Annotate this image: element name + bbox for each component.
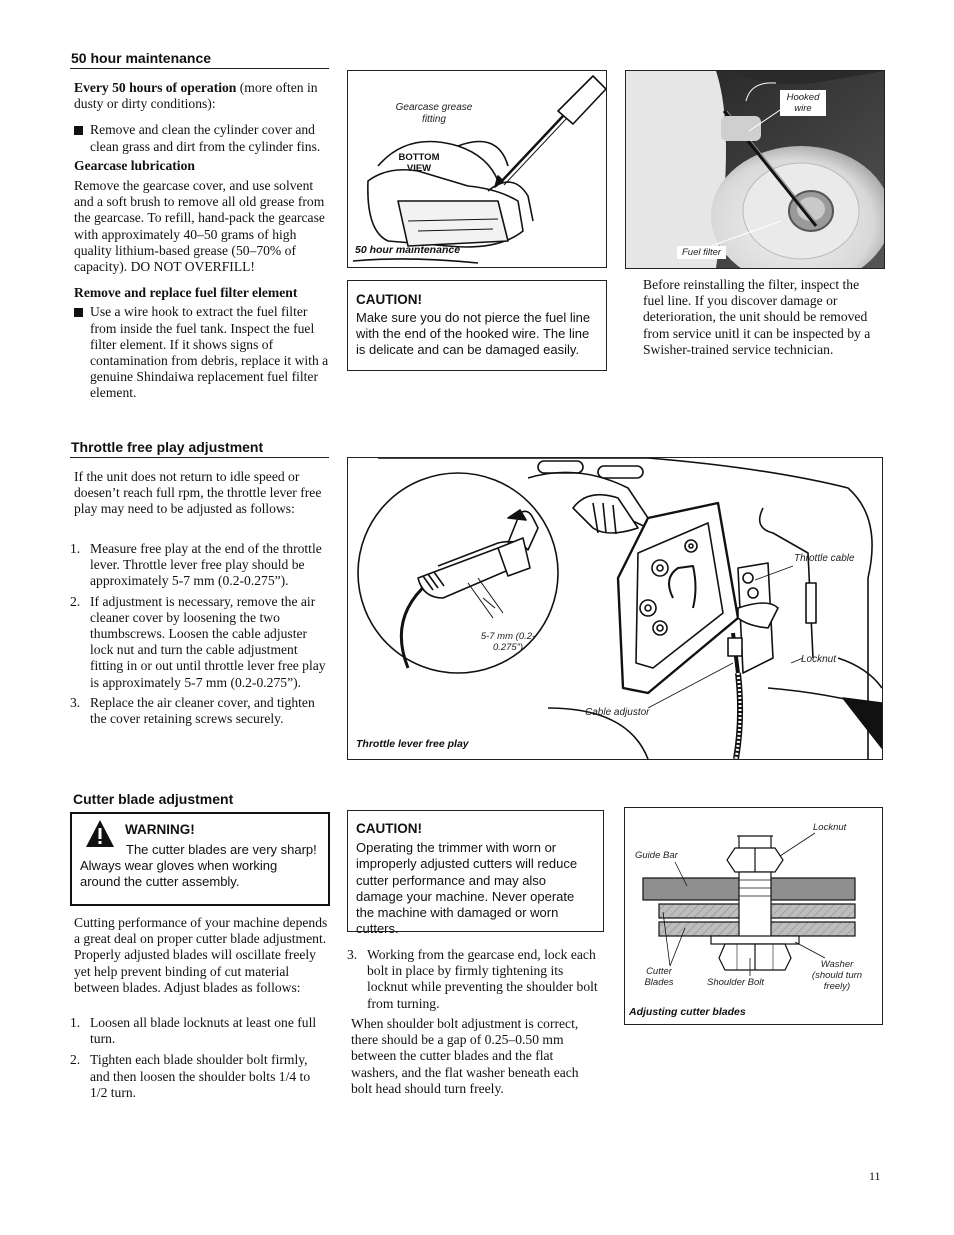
- label-guide-bar: Guide Bar: [635, 850, 678, 861]
- cutter-intro: Cutting performance of your machine depends a great deal on proper cutter blade adjustment. Properly adjusted blades will oscillate freely yet help prevent binding of cut material between blades. Adjust blades as follows:: [74, 915, 328, 995]
- warning-title: WARNING!: [125, 822, 195, 837]
- label-throttle-cable: Throttle cable: [794, 553, 855, 564]
- gearcase-illustration: [348, 71, 606, 267]
- label-bottom-view: BOTTOM VIEW: [398, 152, 440, 174]
- paragraph-bolt-result: When shoulder bolt adjustment is correct, there should be a gap of 0.25–0.50 mm between the cutter blades and the flat washers, and the flat washer beneath each bolt head should turn freely.: [351, 1016, 579, 1096]
- cutter-step-1: 1. Loosen all blade locknuts at least one full turn.: [70, 1015, 317, 1047]
- section-heading-50-hour: 50 hour maintenance: [71, 50, 212, 66]
- throttle-intro: If the unit does not return to idle speed or doesen’t reach full rpm, the throttle lever free play may need to be adjusted as follows:: [74, 469, 322, 517]
- caption-cutter-blades: Adjusting cutter blades: [629, 1006, 746, 1018]
- label-hooked-wire: Hooked wire: [780, 90, 826, 116]
- caption-50-hour: 50 hour maintenance: [355, 244, 461, 256]
- caution-box-cutters: [347, 810, 604, 937]
- caution-title: CAUTION!: [356, 821, 422, 836]
- bullet-fuel-filter: Use a wire hook to extract the fuel filter from inside the fuel tank. Inspect the fuel filter element. If it shows signs of contamination from debris, replace it with a genuine Shindaiwa replacement fuel filter element.: [74, 304, 330, 401]
- label-locknut: Locknut: [801, 654, 837, 665]
- text-column-throttle: [74, 469, 330, 518]
- cutter-step-3: 3. Working from the gearcase end, lock each bolt in place by firmly tightening its locknut while preventing the shoulder bolt from turning.: [347, 947, 598, 1011]
- text-column-50-hour: [74, 80, 330, 402]
- warning-text: The cutter blades are very sharp! Always wear gloves when working around the cutter assembly.: [80, 842, 317, 889]
- figure-cutter-blades: [624, 807, 883, 1025]
- subheading-gearcase: Gearcase lubrication: [74, 157, 195, 173]
- label-fuel-filter: Fuel filter: [677, 246, 726, 259]
- label-locknut: Locknut: [813, 822, 847, 833]
- section-heading-throttle: Throttle free play adjustment: [71, 439, 264, 455]
- label-cable-adjustor: Cable adjustor: [585, 707, 650, 718]
- section-heading-cutter: Cutter blade adjustment: [73, 791, 234, 807]
- cutter-steps-list: [70, 1015, 330, 1101]
- throttle-step-2: 2. If adjustment is necessary, remove the air cleaner cover by loosening the two thumbscrews. Loosen the cable adjuster lock nut and turn the cable adjustment fitting in or out until throttle lever free play is approximately 5-7 mm (0.2-0.275”).: [70, 593, 326, 690]
- intro-paragraph: Every 50 hours of operation (more often in dusty or dirty conditions):: [74, 80, 318, 112]
- heading-rule: [70, 457, 329, 458]
- throttle-steps-list: [70, 541, 330, 727]
- caution-box-fuel-line: [347, 280, 607, 371]
- label-gearcase-grease-fitting: Gearcase grease fitting: [395, 102, 473, 125]
- heading-rule: [70, 68, 329, 69]
- throttle-step-3: 3. Replace the air cleaner cover, and tighten the cover retaining screws securely.: [70, 694, 315, 727]
- paragraph-gearcase: Remove the gearcase cover, and use solvent and a soft brush to remove all old grease from the gearcase. To refill, hand-pack the gearcase with approximately 40–50 grams of high quality lithium-based grease (50–70% of capacity). DO NOT OVERFILL!: [74, 178, 325, 275]
- warning-box-cutter: [70, 812, 330, 906]
- label-shoulder-bolt: Shoulder Bolt: [707, 977, 765, 988]
- label-cutter-blades: Cutter Blades: [644, 966, 674, 988]
- cutter-steps-continued: [347, 947, 602, 1012]
- figure-throttle: [347, 457, 883, 760]
- label-free-play-distance: 5-7 mm (0.2-0.275”): [480, 631, 536, 653]
- figure-fuel-filter-photo: [625, 70, 885, 269]
- cutter-step-2: 2. Tighten each blade shoulder bolt firmly, and then loosen the shoulder bolts 1/4 to 1/2 turn.: [70, 1052, 311, 1100]
- bullet-clean-cylinder: Remove and clean the cylinder cover and clean grass and dirt from the cylinder fins.: [74, 122, 330, 154]
- subheading-fuel-filter: Remove and replace fuel filter element: [74, 285, 298, 301]
- caution-title: CAUTION!: [356, 292, 422, 307]
- caution-text: Make sure you do not pierce the fuel line with the end of the hooked wire. The line is delicate and can be damaged easily.: [356, 310, 591, 357]
- fuel-filter-photo: [626, 71, 884, 268]
- caption-throttle: Throttle lever free play: [356, 738, 469, 750]
- page-number: 11: [869, 1169, 881, 1183]
- throttle-step-1: 1. Measure free play at the end of the throttle lever. Throttle lever free play should be approximately 5-7 mm (0.2-0.275”).: [70, 541, 322, 589]
- caution-text: Operating the trimmer with worn or improperly adjusted cutters will reduce cutter performance and may also damage your machine. Never operate the machine with damaged or worn cutters.: [356, 840, 578, 937]
- paragraph-reinstall-filter: Before reinstalling the filter, inspect the fuel line. If you discover damage or deterioration, the unit should be removed from service unitl it can be inspected by a Swisher-trained service technician.: [643, 277, 871, 357]
- label-washer: Washer (should turn freely): [811, 959, 863, 992]
- figure-gearcase: [347, 70, 607, 268]
